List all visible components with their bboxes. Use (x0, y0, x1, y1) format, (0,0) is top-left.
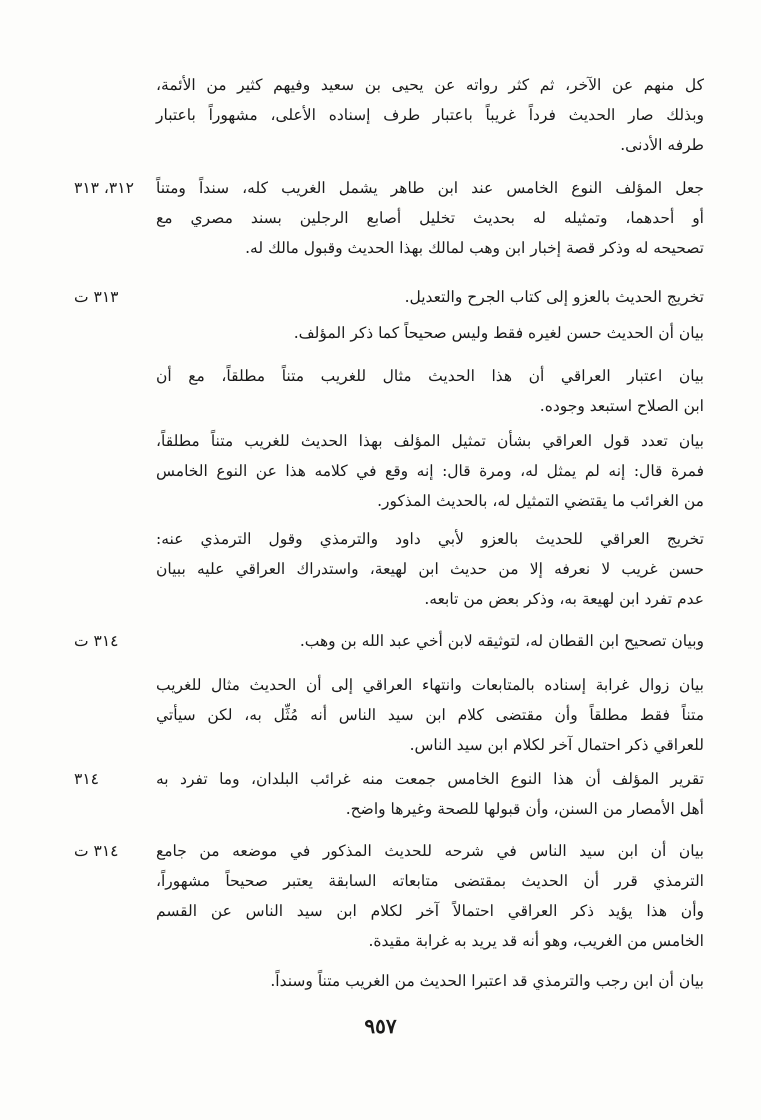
paragraph-7 (156, 524, 704, 614)
text-line: ابن الصلاح استبعد وجوده. (539, 397, 704, 415)
text-line: متناً فقط مطلقاً وأن مقتضى كلام ابن سيد الناس أنه مُثِّل به، لكن سيأتي (156, 706, 704, 724)
text-line: من الغرائب ما يقتضي التمثيل له، بالحديث المذكور. (377, 492, 704, 510)
page-reference: ٣١٤ ت (74, 632, 119, 650)
page-reference: ٣١٢، ٣١٣ (74, 179, 134, 197)
text-line: أهل الأمصار من السنن، وأن قبولها للصحة وغيرها واضح. (345, 800, 704, 818)
paragraph-10 (156, 764, 704, 824)
page-reference: ٣١٤ ت (74, 842, 119, 860)
text-line: بيان أن الحديث حسن لغيره فقط وليس صحيحاً كما ذكر المؤلف. (293, 324, 704, 342)
text-line: طرفه الأدنى. (620, 136, 704, 154)
text-line: تخريج الحديث بالعزو إلى كتاب الجرح والتعديل. (404, 288, 704, 306)
paragraph-5 (156, 361, 704, 421)
text-line: جعل المؤلف النوع الخامس عند ابن طاهر يشمل الغريب كله، سنداً ومتناً (156, 179, 704, 197)
page-number: ٩٥٧ (364, 1014, 397, 1038)
text-line: حسن غريب لا نعرفه إلا من حديث ابن لهيعة، واستدراك العراقي عليه ببيان (156, 560, 704, 578)
text-line: الترمذي قرر أن الحديث بمقتضى متابعاته السابقة يعتبر صحيحاً مشهوراً، (156, 872, 704, 890)
page-reference: ٣١٣ ت (74, 288, 119, 306)
text-line: الخامس من الغريب، وهو أنه قد يريد به غرابة مقيدة. (368, 932, 704, 950)
paragraph-3 (156, 282, 704, 312)
paragraph-6 (156, 426, 704, 516)
text-line: تقرير المؤلف أن هذا النوع الخامس جمعت منه غرائب البلدان، وما تفرد به (156, 770, 704, 788)
text-line: تخريج العراقي للحديث بالعزو لأبي داود والترمذي وقول الترمذي عنه: (156, 530, 704, 548)
text-line: فمرة قال: إنه لم يمثل له، ومرة قال: إنه وقع في كلامه هذا عن النوع الخامس (156, 462, 704, 480)
page-reference: ٣١٤ (74, 770, 99, 788)
text-line: للعراقي ذكر احتمال آخر لكلام ابن سيد الناس. (409, 736, 704, 754)
paragraph-1 (156, 70, 704, 160)
paragraph-8 (156, 626, 704, 656)
paragraph-11 (156, 836, 704, 956)
text-line: بيان اعتبار العراقي أن هذا الحديث مثال للغريب متناً مطلقاً، مع أن (156, 367, 704, 385)
text-line: بيان أن ابن رجب والترمذي قد اعتبرا الحديث من الغريب متناً وسنداً. (270, 972, 704, 990)
text-line: وأن هذا يؤيد ذكر العراقي احتمالاً آخر لكلام ابن سيد الناس عن القسم (156, 902, 704, 920)
text-line: وبذلك صار الحديث فرداً غريباً باعتبار طرف إسناده الأعلى، مشهوراً باعتبار (156, 106, 704, 124)
paragraph-12 (156, 966, 704, 996)
text-line: كل منهم عن الآخر، ثم كثر رواته عن يحيى بن سعيد وفيهم كثير من الأئمة، (156, 76, 704, 94)
text-line: عدم تفرد ابن لهيعة به، وذكر بعض من تابعه. (424, 590, 704, 608)
text-line: بيان أن ابن سيد الناس في شرحه للحديث المذكور في موضعه من جامع (156, 842, 704, 860)
paragraph-4 (156, 318, 704, 348)
text-line: أو أحدهما، وتمثيله له بحديث تخليل أصابع الرجلين بسند مصري مع (156, 209, 704, 227)
text-line: بيان تعدد قول العراقي بشأن تمثيل المؤلف بهذا الحديث للغريب متناً مطلقاً، (156, 432, 704, 450)
text-line: وبيان تصحيح ابن القطان له، لتوثيقه لابن أخي عبد الله بن وهب. (299, 632, 704, 650)
text-line: بيان زوال غرابة إسناده بالمتابعات وانتهاء العراقي إلى أن الحديث مثال للغريب (156, 676, 704, 694)
text-line: تصحيحه له وذكر قصة إخبار ابن وهب لمالك بهذا الحديث وقبول مالك له. (245, 239, 704, 257)
paragraph-2 (156, 173, 704, 263)
paragraph-9 (156, 670, 704, 760)
